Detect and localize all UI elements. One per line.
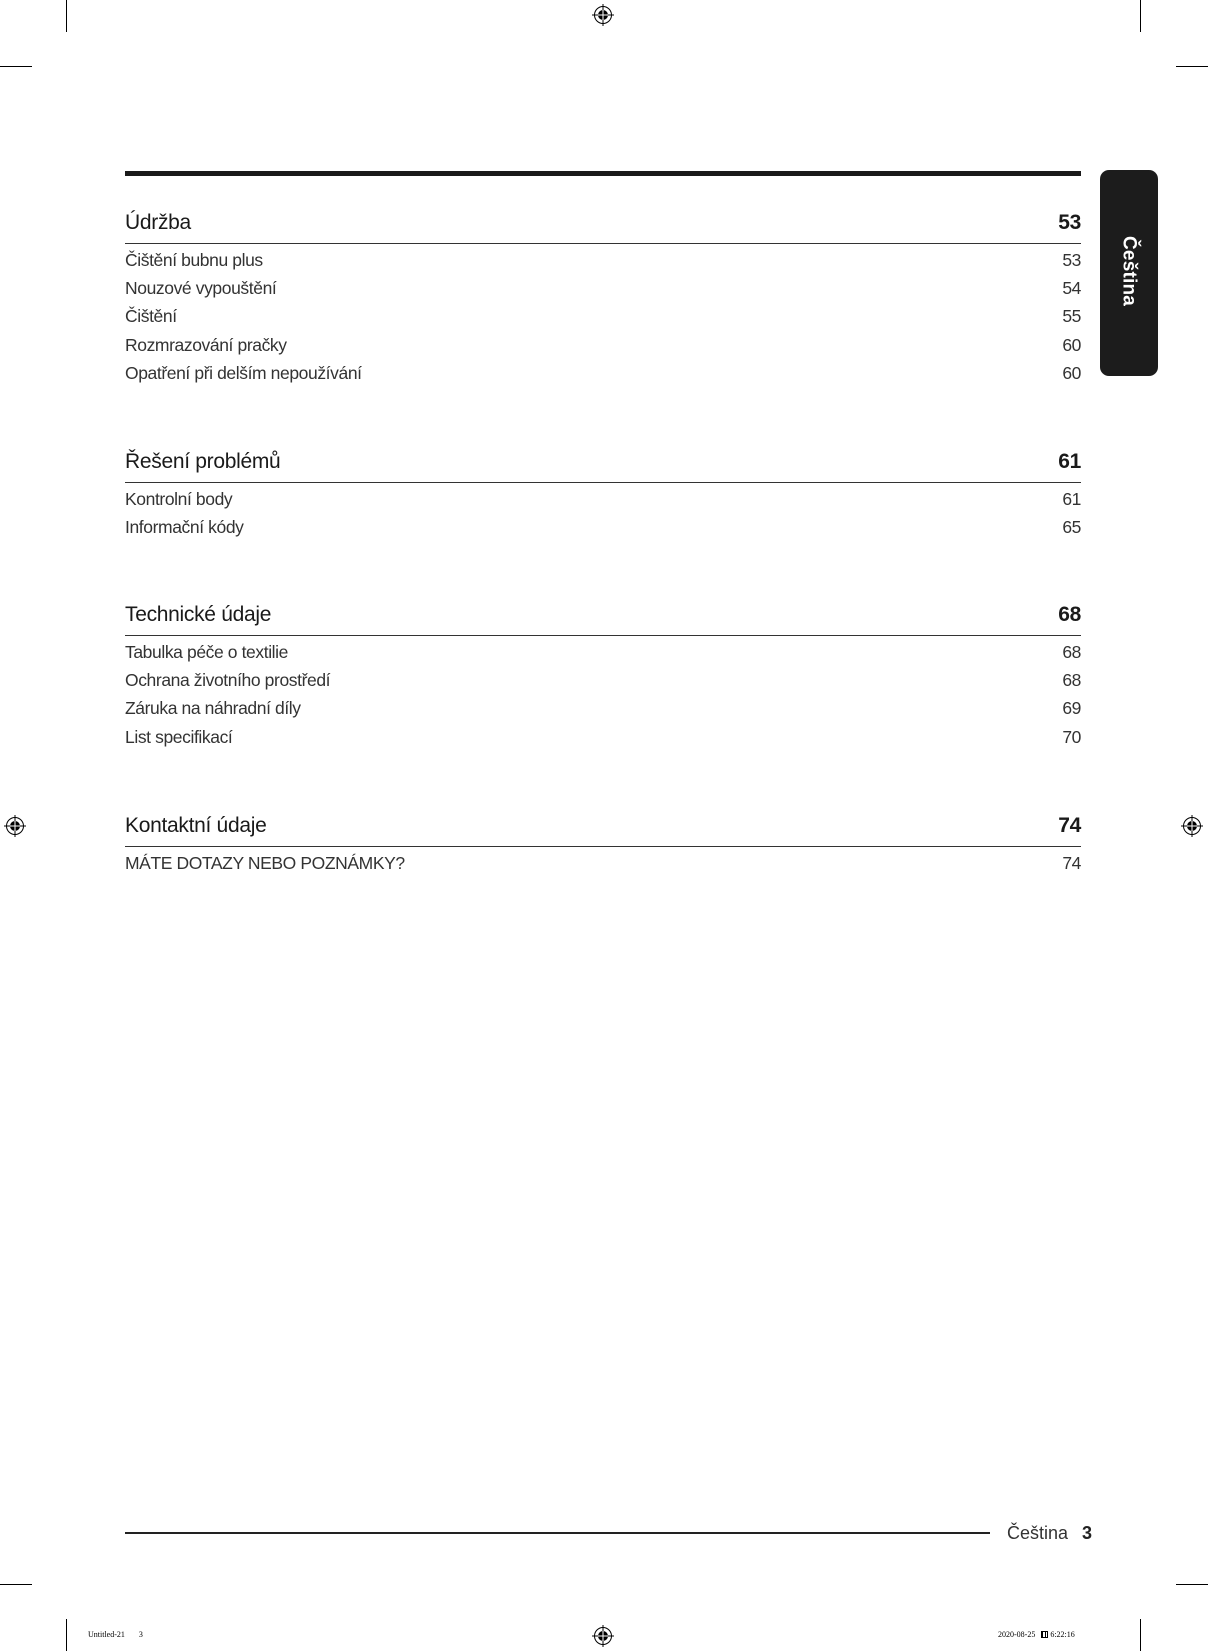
toc-entry-label: MÁTE DOTAZY NEBO POZNÁMKY? bbox=[125, 852, 405, 873]
toc-section-title: Řešení problémů bbox=[125, 450, 281, 473]
toc-section-page: 68 bbox=[1058, 603, 1081, 626]
toc-entry-page: 65 bbox=[1062, 516, 1081, 537]
toc-entry bbox=[125, 331, 1081, 359]
toc-entry-label: Tabulka péče o textilie bbox=[125, 641, 288, 662]
crop-mark-top-right-horizontal bbox=[1176, 66, 1208, 67]
toc-entry-label: Opatření při delším nepoužívání bbox=[125, 363, 362, 384]
toc-entry-label: Čištění bbox=[125, 306, 177, 327]
toc-entry bbox=[125, 694, 1081, 722]
toc-section-heading bbox=[125, 447, 1081, 483]
missing-glyph-icon bbox=[1041, 1631, 1048, 1638]
toc-section-technical-data bbox=[125, 600, 1081, 751]
crop-mark-bottom-left-horizontal bbox=[0, 1584, 32, 1585]
print-slug-left bbox=[88, 1629, 143, 1641]
toc-entry bbox=[125, 246, 1081, 274]
toc-entry-label: Nouzové vypouštění bbox=[125, 277, 277, 298]
toc-entry-list bbox=[125, 636, 1081, 751]
toc-entry-label: Ochrana životního prostředí bbox=[125, 669, 331, 690]
toc-entry bbox=[125, 723, 1081, 751]
toc-section-page: 74 bbox=[1058, 814, 1081, 837]
print-slug-page: 3 bbox=[138, 1630, 143, 1639]
toc-entry bbox=[125, 359, 1081, 387]
toc-entry bbox=[125, 274, 1081, 302]
footer-rule bbox=[125, 1532, 990, 1534]
toc-section-heading bbox=[125, 208, 1081, 244]
crop-mark-bottom-right-horizontal bbox=[1176, 1584, 1208, 1585]
toc-entry-label: Kontrolní body bbox=[125, 488, 233, 509]
toc-section-page: 53 bbox=[1058, 211, 1081, 234]
toc-section-maintenance bbox=[125, 208, 1081, 387]
toc-section-heading bbox=[125, 600, 1081, 636]
print-slug-file: Untitled-21 bbox=[88, 1630, 125, 1639]
top-rule bbox=[125, 171, 1081, 176]
toc-entry-page: 54 bbox=[1062, 277, 1081, 298]
toc-entry-list bbox=[125, 847, 1081, 877]
toc-entry-page: 61 bbox=[1062, 488, 1081, 509]
toc-entry-page: 74 bbox=[1062, 852, 1081, 873]
toc-entry-list bbox=[125, 244, 1081, 387]
toc-entry-page: 53 bbox=[1062, 249, 1081, 270]
registration-mark-icon bbox=[3, 814, 27, 838]
language-side-tab-label: Čeština bbox=[1118, 236, 1140, 307]
toc-entry-label: Záruka na náhradní díly bbox=[125, 698, 301, 719]
print-slug-date: 2020-08-25 bbox=[998, 1630, 1036, 1639]
print-slug-time: 6:22:16 bbox=[1050, 1630, 1075, 1639]
crop-mark-top-right-vertical bbox=[1140, 0, 1141, 32]
toc-section-title: Kontaktní údaje bbox=[125, 814, 267, 837]
toc-entry-page: 68 bbox=[1062, 641, 1081, 662]
footer-language: Čeština bbox=[1007, 1523, 1069, 1543]
toc-entry bbox=[125, 302, 1081, 330]
footer-page-number: 3 bbox=[1082, 1523, 1093, 1543]
toc-entry-page: 60 bbox=[1062, 363, 1081, 384]
toc-entry bbox=[125, 638, 1081, 666]
language-side-tab bbox=[1100, 170, 1158, 376]
registration-mark-icon bbox=[1180, 814, 1204, 838]
toc-entry-page: 68 bbox=[1062, 669, 1081, 690]
crop-mark-top-left-vertical bbox=[66, 0, 67, 32]
toc-entry bbox=[125, 485, 1081, 513]
toc-section-page: 61 bbox=[1058, 450, 1081, 473]
toc-entry bbox=[125, 849, 1081, 877]
crop-mark-top-left-horizontal bbox=[0, 66, 32, 67]
registration-mark-icon bbox=[591, 3, 615, 27]
toc-entry-page: 60 bbox=[1062, 334, 1081, 355]
toc-entry bbox=[125, 666, 1081, 694]
toc-entry-page: 70 bbox=[1062, 726, 1081, 747]
toc-entry-page: 69 bbox=[1062, 698, 1081, 719]
toc-entry bbox=[125, 513, 1081, 541]
toc-entry-label: List specifikací bbox=[125, 726, 233, 747]
toc-entry-label: Čištění bubnu plus bbox=[125, 249, 263, 270]
toc-section-troubleshooting bbox=[125, 447, 1081, 541]
toc-section-heading bbox=[125, 811, 1081, 847]
registration-mark-icon bbox=[591, 1624, 615, 1648]
toc-section-title: Technické údaje bbox=[125, 603, 272, 626]
toc-section-contact bbox=[125, 811, 1081, 877]
toc-entry-label: Rozmrazování pračky bbox=[125, 334, 287, 355]
toc-entry-list bbox=[125, 483, 1081, 541]
print-slug-right bbox=[998, 1629, 1075, 1641]
crop-mark-bottom-left-vertical bbox=[66, 1619, 67, 1651]
crop-mark-bottom-right-vertical bbox=[1140, 1619, 1141, 1651]
toc-section-title: Údržba bbox=[125, 211, 191, 234]
toc-entry-page: 55 bbox=[1062, 306, 1081, 327]
toc-entry-label: Informační kódy bbox=[125, 516, 244, 537]
